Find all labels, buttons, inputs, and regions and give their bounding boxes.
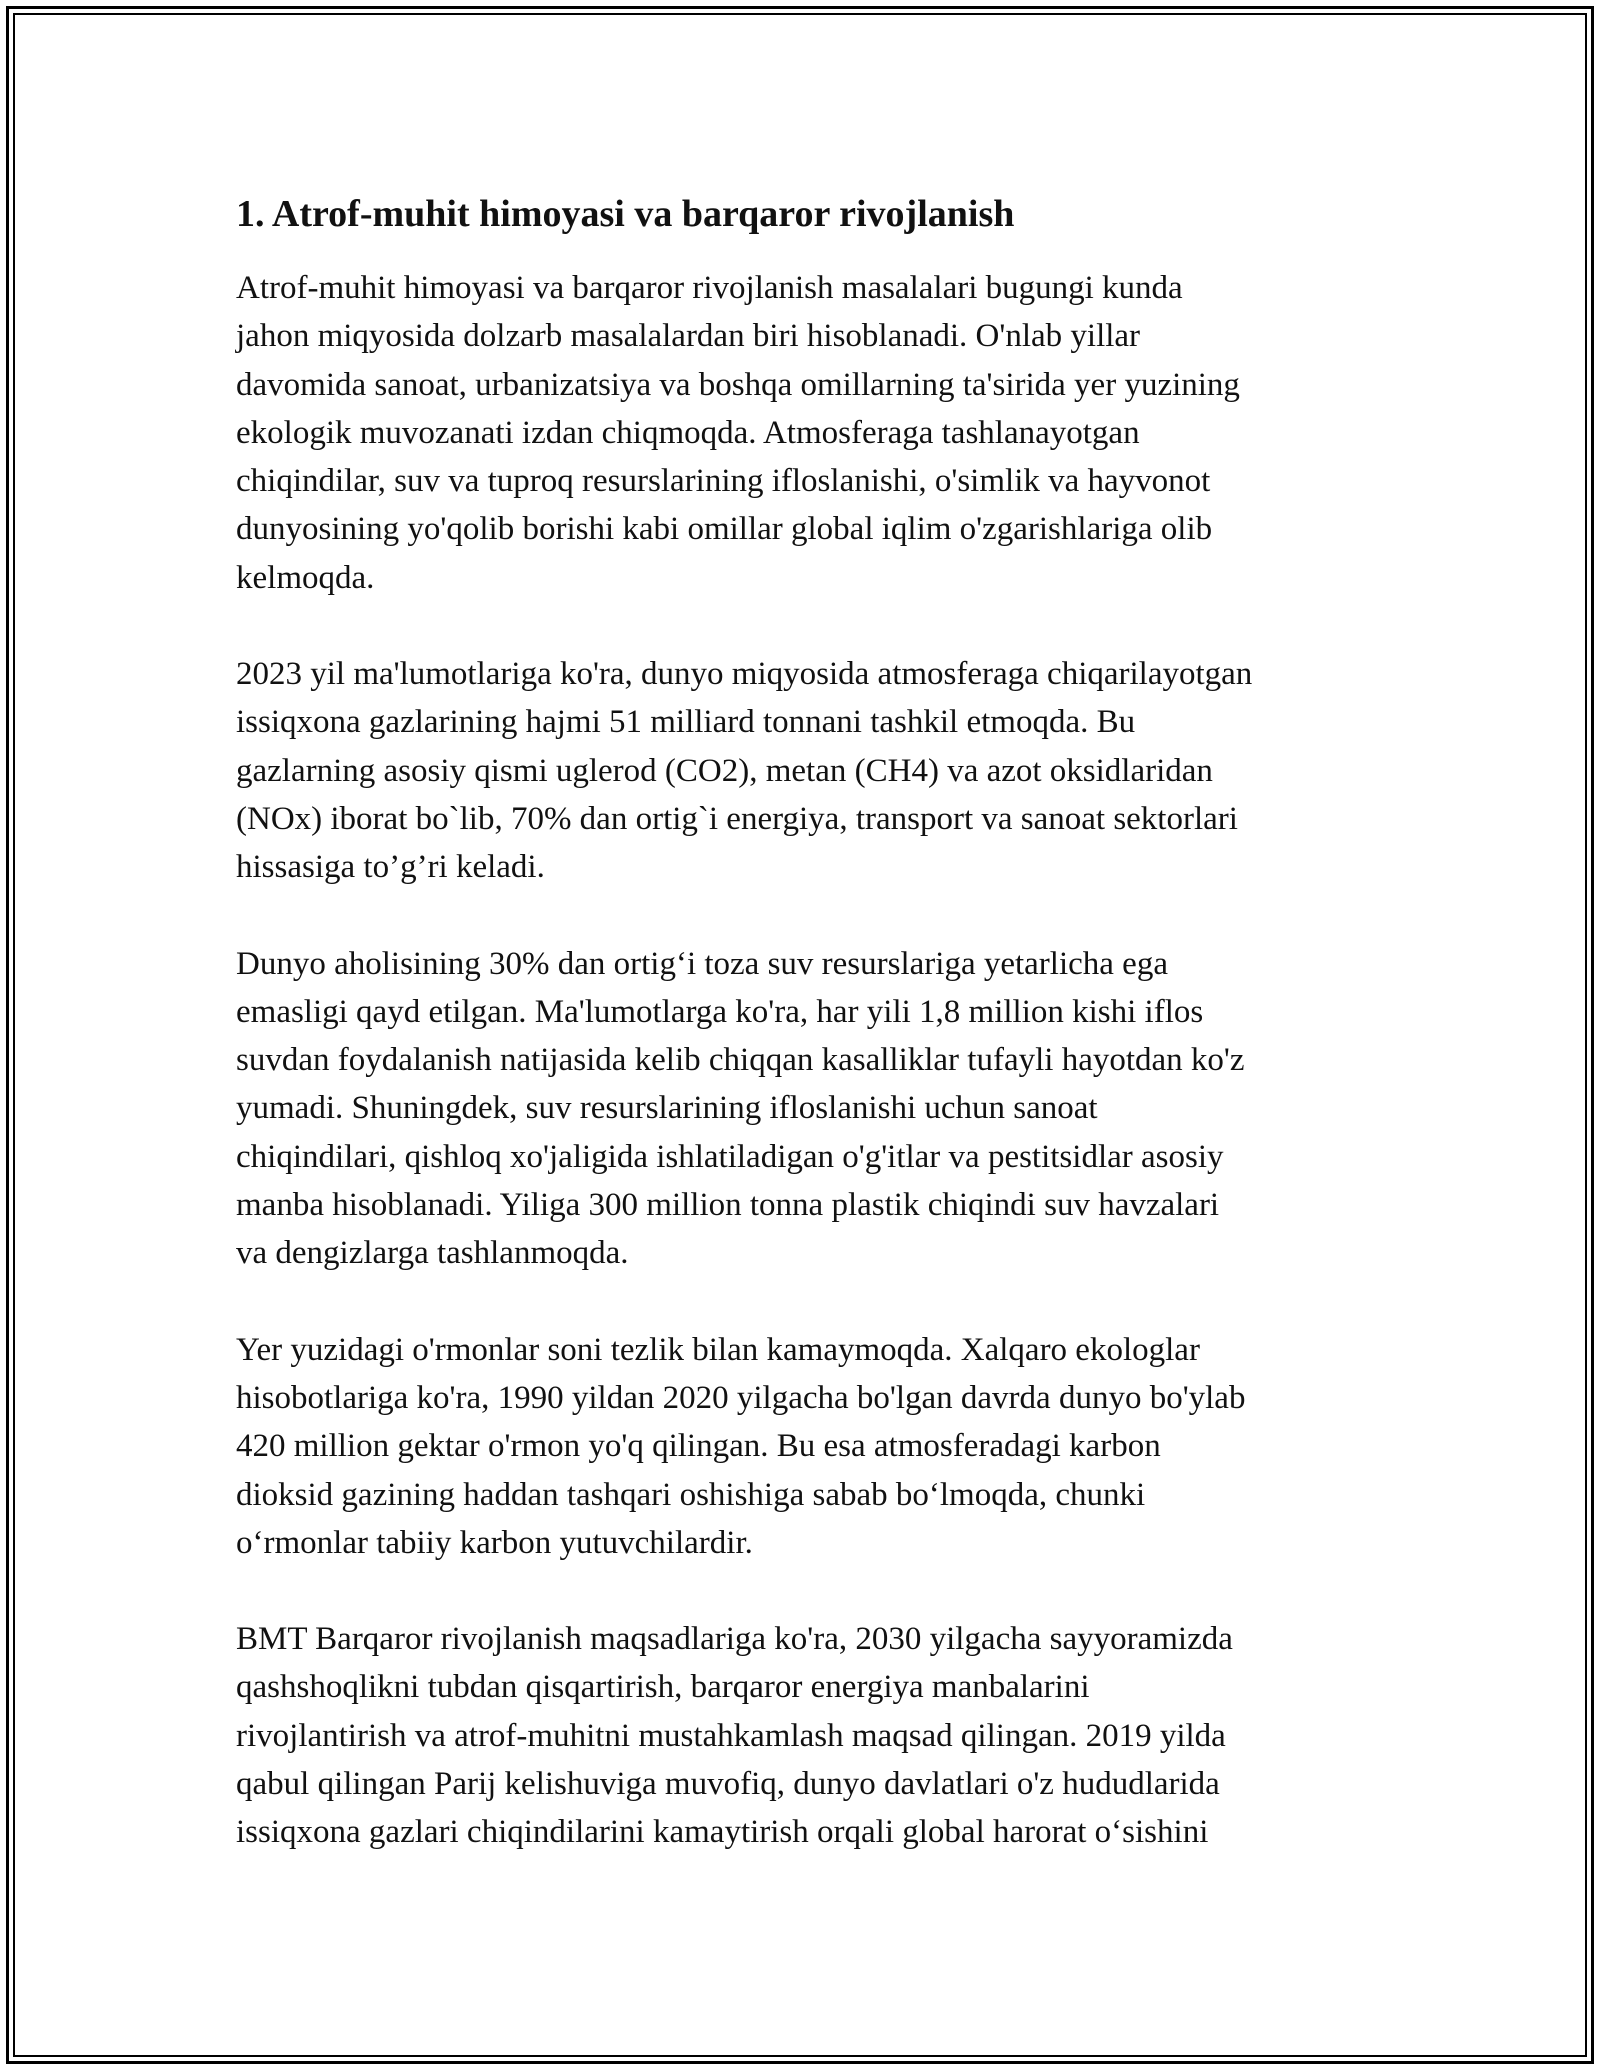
- section-heading: 1. Atrof-muhit himoyasi va barqaror rivojlanish: [236, 193, 1015, 235]
- paragraph-water-resources: Dunyo aholisining 30% dan ortig‘i toza suv resurslariga yetarlicha ega emasligi qayd etilgan. Ma'lumotlarga ko'ra, har yili 1,8 million kishi iflos suvdan foydalanish natijasida kelib chiqqan kasalliklar tufayli hayotdan ko'z yumadi. Shuningdek, suv resurslarining ifloslanishi uchun sanoat chiqindilari, qishloq xo'jaligida ishlatiladigan o'g'itlar va pestitsidlar asosiy manba hisoblanadi. Yiliga 300 million tonna plastik chiqindi suv havzalari va dengizlarga tashlanmoqda.: [236, 945, 1245, 1272]
- document-body: [236, 188, 1396, 1905]
- paragraph-greenhouse-gases: 2023 yil ma'lumotlariga ko'ra, dunyo miqyosida atmosferaga chiqarilayotgan issiqxona gazlarining hajmi 51 milliard tonnani tashkil etmoqda. Bu gazlarning asosiy qismi uglerod (CO2), metan (CH4) va azot oksidlaridan (NOx) iborat bo`lib, 70% dan ortig`i energiya, transport va sanoat sektorlari hissasiga to’g’ri keladi.: [236, 656, 1253, 886]
- paragraph-forests: Yer yuzidagi o'rmonlar soni tezlik bilan kamaymoqda. Xalqaro ekologlar hisobotlariga ko'ra, 1990 yildan 2020 yilgacha bo'lgan davrda dunyo bo'ylab 420 million gektar o'rmon yo'q qilingan. Bu esa atmosferadagi karbon dioksid gazining haddan tashqari oshishiga sabab bo‘lmoqda, chunki o‘rmonlar tabiiy karbon yutuvchilardir.: [236, 1331, 1246, 1561]
- paragraph-intro: Atrof-muhit himoyasi va barqaror rivojlanish masalalari bugungi kunda jahon miqyosida dolzarb masalalardan biri hisoblanadi. O'nlab yillar davomida sanoat, urbanizatsiya va boshqa omillarning ta'sirida yer yuzining ekologik muvozanati izdan chiqmoqda. Atmosferaga tashlanayotgan chiqindilar, suv va tuproq resurslarining ifloslanishi, o'simlik va hayvonot dunyosining yo'qolib borishi kabi omillar global iqlim o'zgarishlariga olib kelmoqda.: [236, 270, 1240, 596]
- paragraph-un-goals: BMT Barqaror rivojlanish maqsadlariga ko'ra, 2030 yilgacha sayyoramizda qashshoqlikni tubdan qisqartirish, barqaror energiya manbalarini rivojlantirish va atrof-muhitni mustahkamlash maqsad qilingan. 2019 yilda qabul qilingan Parij kelishuviga muvofiq, dunyo davlatlari o'z hududlarida issiqxona gazlari chiqindilarini kamaytirish orqali global harorat o‘sishini: [236, 1621, 1233, 1851]
